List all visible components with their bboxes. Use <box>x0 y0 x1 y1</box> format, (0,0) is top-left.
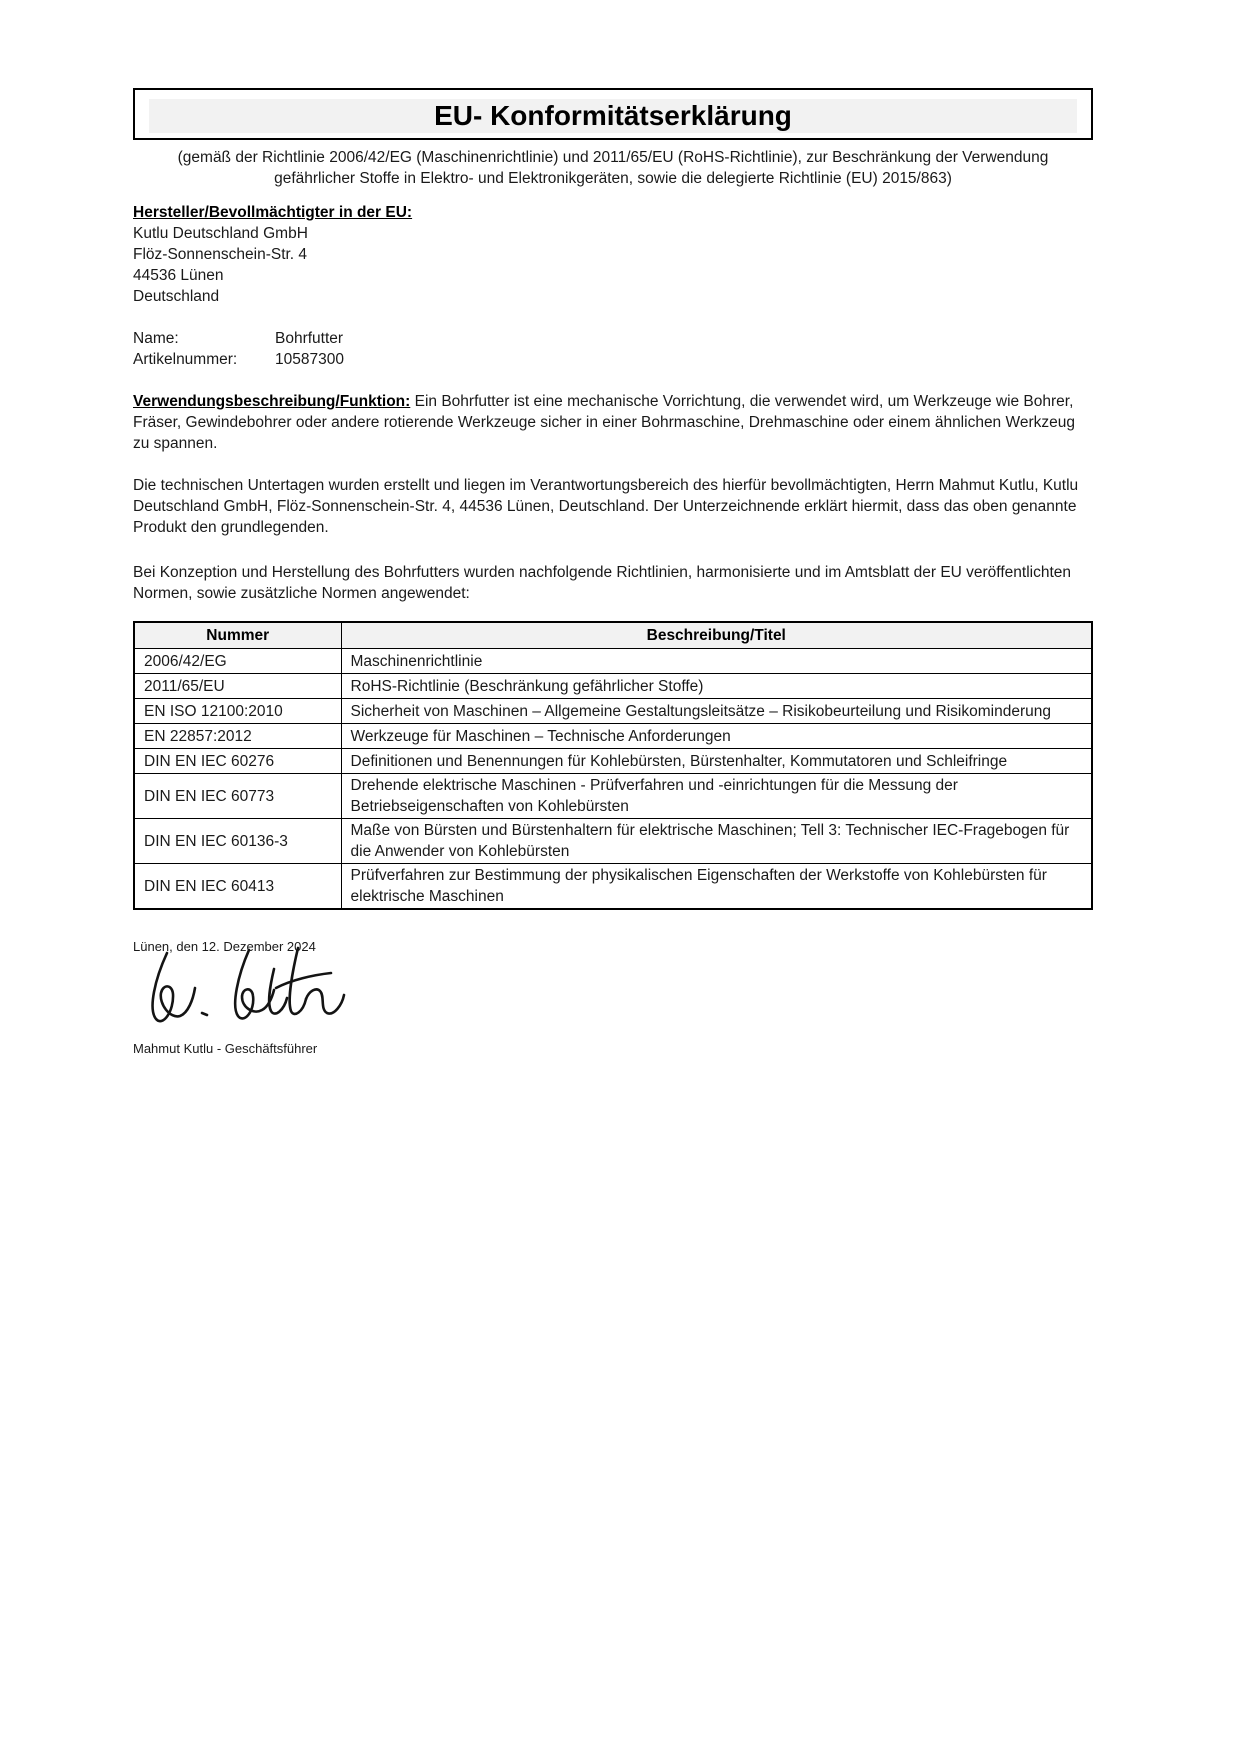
page-title: EU- Konformitätserklärung <box>149 99 1077 133</box>
standard-number-cell: DIN EN IEC 60276 <box>134 749 341 774</box>
product-info <box>133 328 1093 370</box>
declaration-page <box>133 0 1093 1057</box>
manufacturer-heading: Hersteller/Bevollmächtigter in der EU: <box>133 204 413 221</box>
table-row <box>134 774 1092 819</box>
product-name-label: Name: <box>133 330 179 347</box>
standard-title-cell: Werkzeuge für Maschinen – Technische Anforderungen <box>341 724 1092 749</box>
standard-title-cell: RoHS-Richtlinie (Beschränkung gefährlicher Stoffe) <box>341 674 1092 699</box>
column-header-title: Beschreibung/Titel <box>341 622 1092 649</box>
table-header-row <box>134 622 1092 649</box>
article-number-label: Artikelnummer: <box>133 351 238 368</box>
standards-table <box>133 621 1093 910</box>
usage-description-heading: Verwendungsbeschreibung/Funktion: <box>133 393 411 410</box>
table-row <box>134 699 1092 724</box>
standard-number-cell: EN ISO 12100:2010 <box>134 699 341 724</box>
directive-subtitle: (gemäß der Richtlinie 2006/42/EG (Maschinenrichtlinie) und 2011/65/EU (RoHS-Richtlinie), zur Beschränkung der Verwendung gefährlicher Stoffe in Elektro- und Elektronikgeräten, sowie die delegierte Richtlinie (EU) 2015/863) <box>177 149 1049 187</box>
column-header-number: Nummer <box>134 622 341 649</box>
table-row <box>134 749 1092 774</box>
usage-description-paragraph <box>133 391 1093 454</box>
usage-description-text: Ein Bohrfutter ist eine mechanische Vorrichtung, die verwendet wird, um Werkzeuge wie Bohrer, Fräser, Gewindebohrer oder andere rotierende Werkzeuge sicher in einer Bohrmaschine, Drehmaschine oder einem ähnlichen Werkzeug zu spannen. <box>133 393 1075 452</box>
standard-title-cell: Drehende elektrische Maschinen - Prüfverfahren und -einrichtungen für die Messung der Betriebseigenschaften von Kohlebürsten <box>341 774 1092 819</box>
standard-title-cell: Definitionen und Benennungen für Kohlebürsten, Bürstenhalter, Kommutatoren und Schleifringe <box>341 749 1092 774</box>
signer-name: Mahmut Kutlu - Geschäftsführer <box>133 1041 318 1056</box>
standard-title-cell: Maschinenrichtlinie <box>341 649 1092 674</box>
manufacturer-city: 44536 Lünen <box>133 267 224 284</box>
standard-number-cell: DIN EN IEC 60773 <box>134 774 341 819</box>
table-row <box>134 819 1092 864</box>
table-row <box>134 864 1092 910</box>
standard-title-cell: Maße von Bürsten und Bürstenhaltern für elektrische Maschinen; Tell 3: Technischer IEC-Fragebogen für die Anwender von Kohlebürsten <box>341 819 1092 864</box>
handwritten-signature <box>145 943 360 1038</box>
standard-title-cell: Prüfverfahren zur Bestimmung der physikalischen Eigenschaften der Werkstoffe von Kohlebürsten für elektrische Maschinen <box>341 864 1092 910</box>
standard-number-cell: DIN EN IEC 60413 <box>134 864 341 910</box>
title-box <box>133 88 1093 140</box>
place-date: Lünen, den 12. Dezember 2024 <box>133 939 316 954</box>
manufacturer-country: Deutschland <box>133 288 220 305</box>
standard-number-cell: 2011/65/EU <box>134 674 341 699</box>
standard-number-cell: EN 22857:2012 <box>134 724 341 749</box>
product-name-value: Bohrfutter <box>275 330 344 347</box>
manufacturer-name: Kutlu Deutschland GmbH <box>133 225 308 242</box>
standard-number-cell: 2006/42/EG <box>134 649 341 674</box>
manufacturer-street: Flöz-Sonnenschein-Str. 4 <box>133 246 308 263</box>
pre-table-paragraph: Bei Konzeption und Herstellung des Bohrfutters wurden nachfolgende Richtlinien, harmonisierte und im Amtsblatt der EU veröffentlichten Normen, sowie zusätzliche Normen angewendet: <box>133 564 1071 602</box>
standards-table-body <box>134 649 1092 910</box>
responsibility-paragraph: Die technischen Untertagen wurden erstellt und liegen im Verantwortungsbereich des hierfür bevollmächtigten, Herrn Mahmut Kutlu, Kutlu Deutschland GmbH, Flöz-Sonnenschein-Str. 4, 44536 Lünen, Deutschland. Der Unterzeichnende erklärt hiermit, dass das oben genannte Produkt den grundlegenden. <box>133 477 1079 536</box>
article-number-value: 10587300 <box>275 351 344 368</box>
article-number-row <box>133 349 1093 370</box>
standard-number-cell: DIN EN IEC 60136-3 <box>134 819 341 864</box>
product-name-row <box>133 328 1093 349</box>
table-row <box>134 674 1092 699</box>
standard-title-cell: Sicherheit von Maschinen – Allgemeine Gestaltungsleitsätze – Risikobeurteilung und Risikominderung <box>341 699 1092 724</box>
table-row <box>134 724 1092 749</box>
table-row <box>134 649 1092 674</box>
